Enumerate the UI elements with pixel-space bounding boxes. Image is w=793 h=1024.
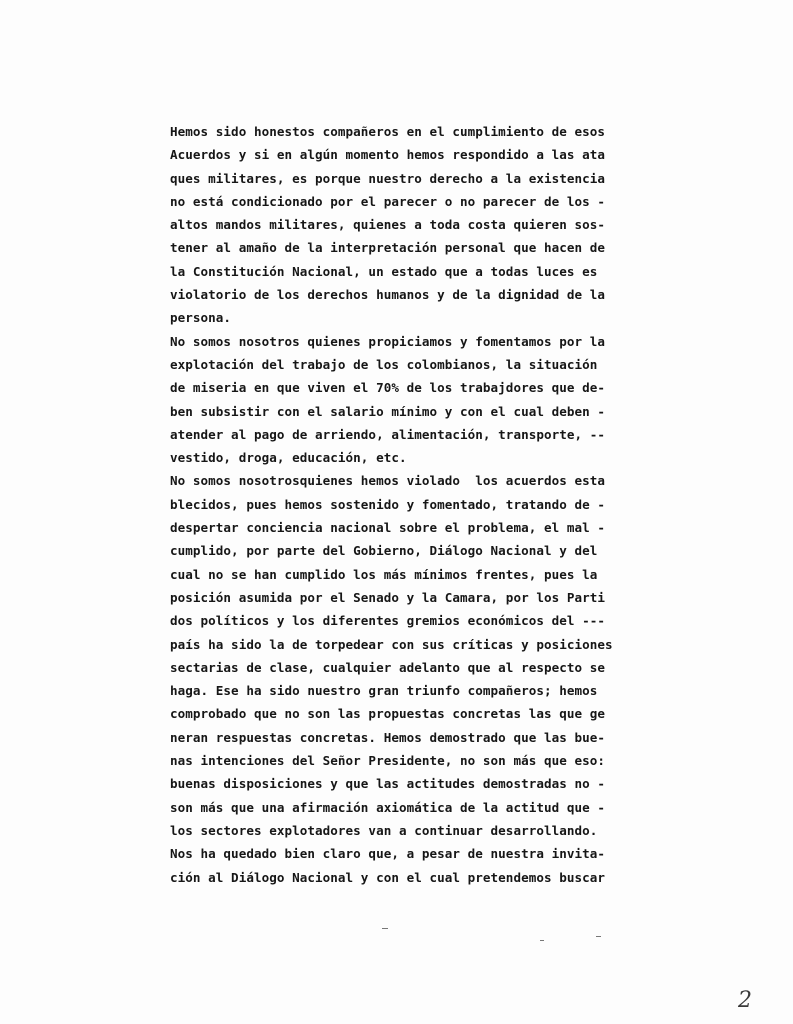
text-line: vestido, droga, educación, etc. (170, 450, 407, 466)
text-line: No somos nosotros quienes propiciamos y fomentamos por la (170, 333, 606, 349)
text-line: cual no se han cumplido los más mínimos frentes, pues la (170, 566, 598, 582)
text-line: buenas disposiciones y que las actitudes demostradas no - (170, 776, 606, 792)
text-line: altos mandos militares, quienes a toda costa quieren sos- (170, 217, 606, 233)
text-line: explotación del trabajo de los colombianos, la situación (170, 356, 598, 372)
text-line: comprobado que no son las propuestas concretas las que ge (170, 706, 606, 722)
text-line: los sectores explotadores van a continuar desarrollando. (170, 822, 598, 838)
text-line: Acuerdos y si en algún momento hemos respondido a las ata (170, 147, 606, 163)
text-line: violatorio de los derechos humanos y de la dignidad de la (170, 287, 606, 303)
text-line: blecidos, pues hemos sostenido y fomentado, tratando de - (170, 496, 606, 512)
text-line: tener al amaño de la interpretación personal que hacen de (170, 240, 606, 256)
text-line: no está condicionado por el parecer o no parecer de los - (170, 193, 606, 209)
scan-speck (596, 936, 601, 937)
text-line: ques militares, es porque nuestro derecho a la existencia (170, 170, 606, 186)
scan-speck (382, 928, 388, 929)
text-line: posición asumida por el Senado y la Camara, por los Parti (170, 589, 606, 605)
text-line: despertar conciencia nacional sobre el problema, el mal - (170, 520, 606, 536)
text-line: sectarias de clase, cualquier adelanto que al respecto se (170, 659, 606, 675)
text-line: la Constitución Nacional, un estado que a todas luces es (170, 263, 598, 279)
text-line: haga. Ese ha sido nuestro gran triunfo compañeros; hemos (170, 683, 598, 699)
text-line: dos políticos y los diferentes gremios económicos del --- (170, 613, 606, 629)
text-line: nas intenciones del Señor Presidente, no son más que eso: (170, 753, 606, 769)
page-number: 2 (738, 988, 752, 1013)
text-line: No somos nosotrosquienes hemos violado los acuerdos esta (170, 473, 606, 489)
text-line: país ha sido la de torpedear con sus críticas y posiciones (170, 636, 613, 652)
text-line: de miseria en que viven el 70% de los trabajdores que de- (170, 380, 606, 396)
text-line: son más que una afirmación axiomática de la actitud que - (170, 799, 606, 815)
text-line: Nos ha quedado bien claro que, a pesar de nuestra invita- (170, 846, 606, 862)
text-line: atender al pago de arriendo, alimentación, transporte, -- (170, 426, 606, 442)
text-line: Hemos sido honestos compañeros en el cumplimiento de esos (170, 124, 606, 139)
text-line: ben subsistir con el salario mínimo y con el cual deben - (170, 403, 606, 419)
text-line: ción al Diálogo Nacional y con el cual pretendemos buscar (170, 869, 606, 885)
text-line: persona. (170, 310, 232, 326)
text-line: neran respuestas concretas. Hemos demostrado que las bue- (170, 729, 606, 745)
scan-speck (540, 940, 544, 941)
text-line: cumplido, por parte del Gobierno, Diálogo Nacional y del (170, 543, 598, 559)
body-text (170, 120, 730, 889)
